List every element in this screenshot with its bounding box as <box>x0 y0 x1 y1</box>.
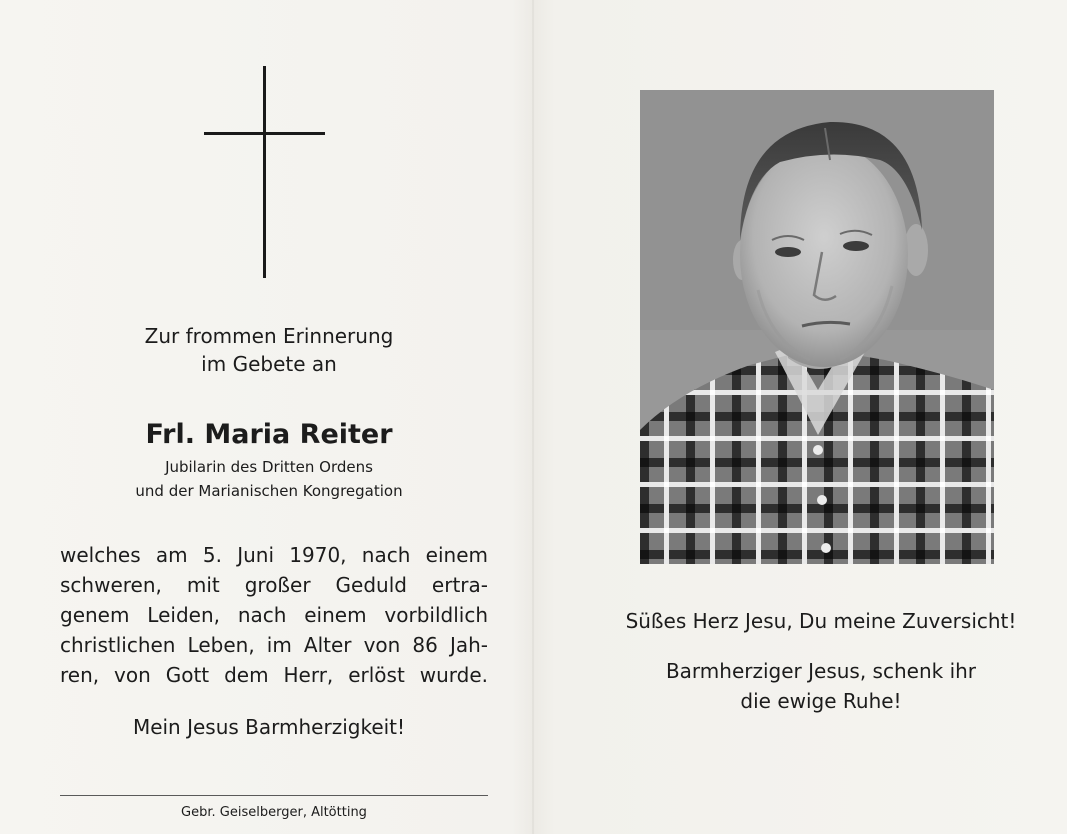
subtitle-line: und der Marianischen Kongregation <box>135 482 403 500</box>
intro-line: Zur frommen Erinnerung <box>144 324 394 348</box>
card-fold <box>532 0 534 834</box>
subtitle <box>50 455 488 503</box>
intro-text <box>50 322 488 378</box>
cross-vertical-bar <box>263 66 266 278</box>
printer-credit: Gebr. Geiselberger, Altötting <box>181 805 367 820</box>
obituary-paragraph <box>60 540 488 690</box>
obituary-line: genem Leiden, nach einem vorbildlich <box>60 603 488 627</box>
obituary-line: ren, von Gott dem Herr, erlöst wurde. <box>60 663 488 687</box>
closing-prayer: Mein Jesus Barmherzigkeit! <box>132 715 406 739</box>
verse-line: die ewige Ruhe! <box>740 689 902 713</box>
intro-line: im Gebete an <box>201 352 337 376</box>
portrait-illustration <box>640 90 994 564</box>
verse-line: Barmherziger Jesus, schenk ihr <box>665 659 977 683</box>
obituary-line: welches am 5. Juni 1970, nach einem <box>60 543 488 567</box>
obituary-line: schweren, mit großer Geduld ertra- <box>60 573 488 597</box>
verse-eternal-rest <box>596 656 1046 716</box>
subtitle-line: Jubilarin des Dritten Ordens <box>165 458 373 476</box>
cross-horizontal-bar <box>204 132 325 135</box>
portrait-photo <box>640 90 994 564</box>
footer-rule <box>60 795 488 796</box>
verse-sacred-heart: Süßes Herz Jesu, Du meine Zuversicht! <box>625 609 1017 633</box>
obituary-line: christlichen Leben, im Alter von 86 Jah- <box>60 633 488 657</box>
deceased-name: Frl. Maria Reiter <box>145 419 393 450</box>
